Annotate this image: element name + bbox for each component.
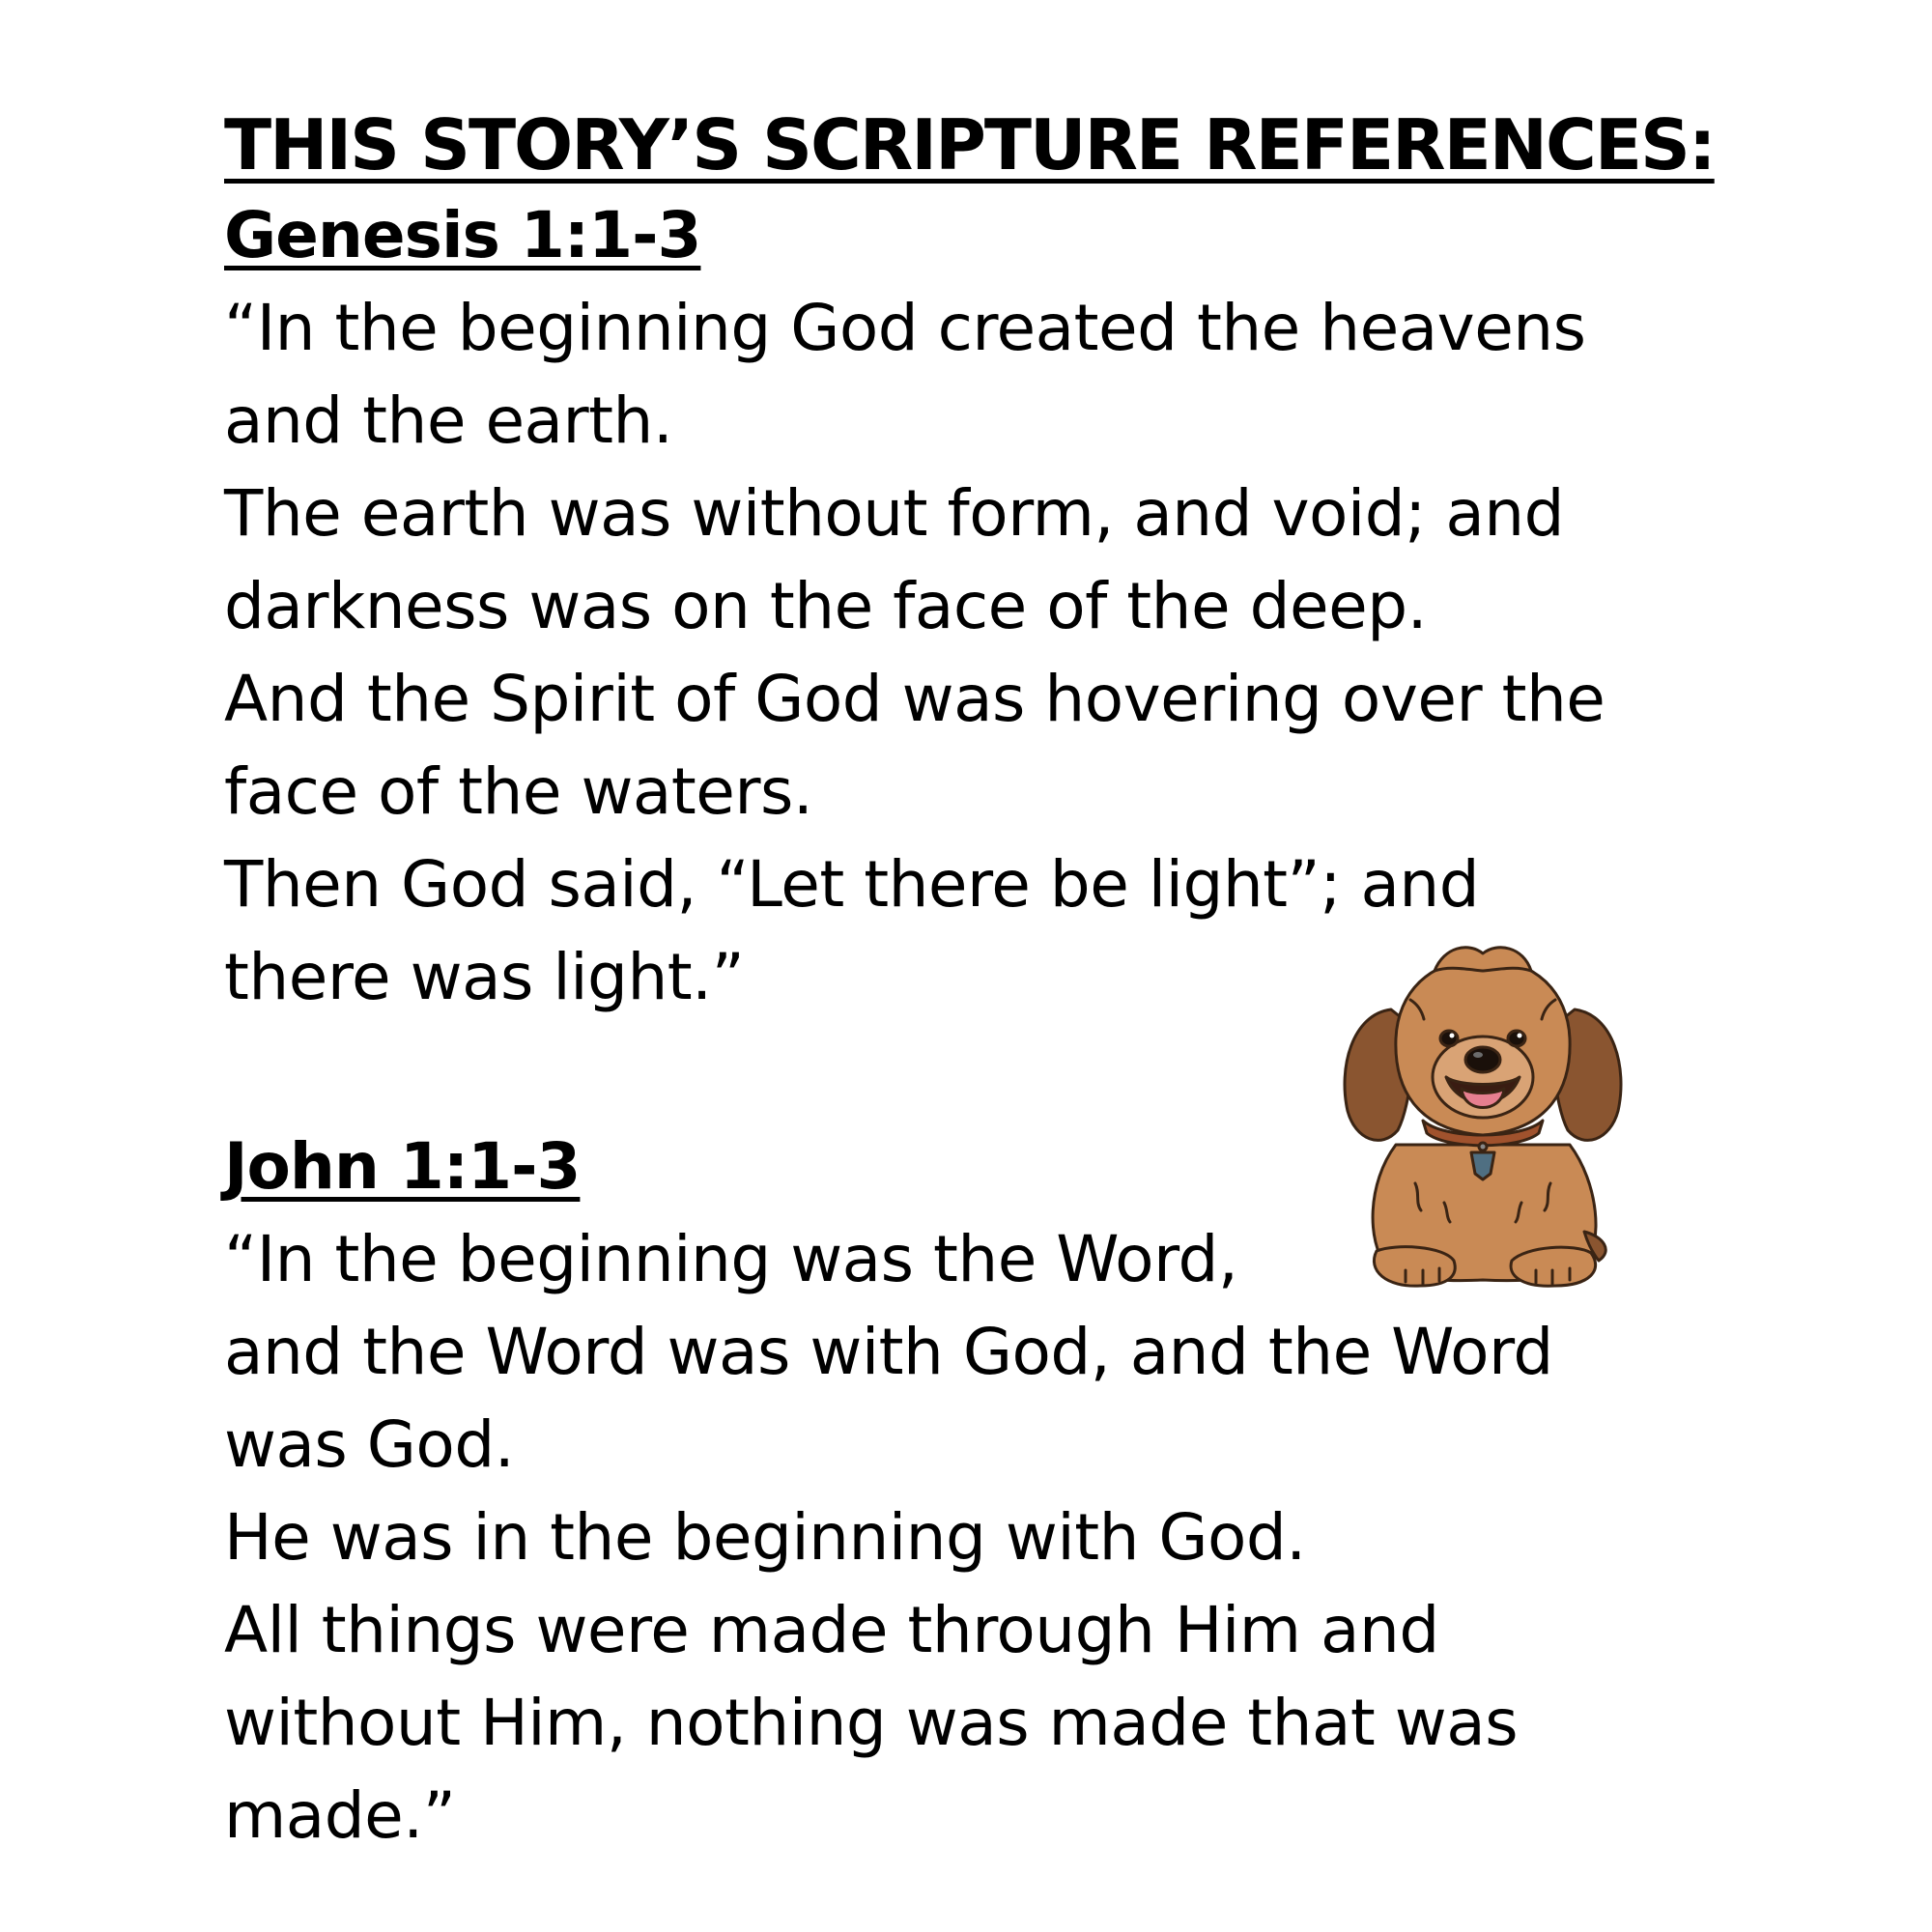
passage-genesis [224,189,1654,1024]
verse-line: The earth was without form, and void; and [224,476,1565,551]
puppy-illustration-icon [1338,942,1628,1290]
verse-line: “In the beginning God created the heavens [224,291,1586,365]
verse-line: made.” [224,1778,456,1853]
verse-line: He was in the beginning with God. [224,1500,1306,1575]
passage-reference: John 1:1-3 [224,1129,581,1204]
verse-line: without Him, nothing was made that was [224,1686,1519,1760]
verse-line: there was light.” [224,940,745,1014]
verse-line: was God. [224,1407,515,1482]
verse-line: darkness was on the face of the deep. [224,569,1428,643]
verse-line: face of the waters. [224,754,813,829]
passage-reference: Genesis 1:1-3 [224,198,701,272]
verse-line: Then God said, “Let there be light”; and [224,847,1480,922]
verse-line: and the Word was with God, and the Word [224,1315,1553,1389]
page-heading: THIS STORY’S SCRIPTURE REFERENCES: [224,104,1715,185]
verse-line: All things were made through Him and [224,1593,1439,1667]
verse-line: And the Spirit of God was hovering over the [224,662,1605,736]
verse-line: and the earth. [224,384,673,458]
verse-line: “In the beginning was the Word, [224,1222,1238,1296]
